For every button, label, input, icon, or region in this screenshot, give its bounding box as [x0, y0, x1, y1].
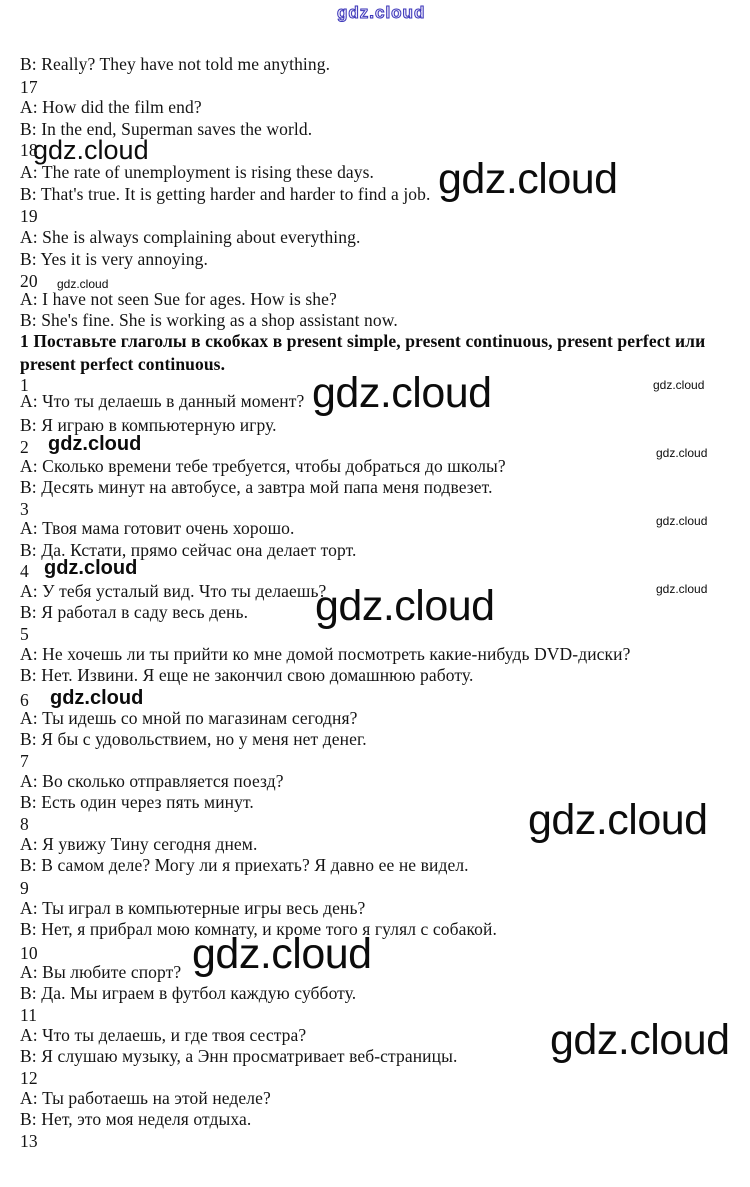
text-line: B: Нет, я прибрал мою комнату, и кроме того я гулял с собакой.	[20, 919, 497, 939]
watermark-big: gdz.cloud	[528, 796, 708, 844]
text-line: A: Ты идешь со мной по магазинам сегодня?	[20, 708, 358, 728]
text-line: A: How did the film end?	[20, 97, 202, 117]
watermark-medium: gdz.cloud	[33, 135, 149, 165]
watermark-bold-small: gdz.cloud	[44, 557, 138, 579]
text-line: A: She is always complaining about everything.	[20, 227, 361, 247]
text-line: B: Десять минут на автобусе, а завтра мой папа меня подвезет.	[20, 477, 493, 497]
watermark-small: gdz.cloud	[656, 514, 708, 528]
text-line: B: Я работал в саду весь день.	[20, 602, 249, 622]
text-line: A: The rate of unemployment is rising these days.	[20, 162, 375, 182]
text-line: A: У тебя усталый вид. Что ты делаешь?	[20, 581, 327, 601]
text-line: 18	[20, 140, 38, 160]
watermark-big: gdz.cloud	[192, 930, 372, 978]
text-line: 20	[20, 271, 38, 291]
text-line: A: Твоя мама готовит очень хорошо.	[20, 518, 295, 538]
watermark-small: gdz.cloud	[653, 378, 705, 392]
text-line: 19	[20, 206, 38, 226]
text-line: B: Yes it is very annoying.	[20, 249, 208, 269]
watermark-blue-outline: gdz.cloud	[337, 3, 426, 22]
text-line: B: That's true. It is getting harder and harder to find a job.	[20, 184, 431, 204]
text-line: B: Да. Кстати, прямо сейчас она делает торт.	[20, 540, 357, 560]
text-line: 3	[20, 499, 29, 519]
text-line: B: In the end, Superman saves the world.	[20, 119, 313, 139]
text-line: 13	[20, 1131, 38, 1151]
text-line: B: Я слушаю музыку, а Энн просматривает веб-страницы.	[20, 1046, 458, 1066]
text-line: A: Что ты делаешь в данный момент?	[20, 391, 305, 411]
text-line: 10	[20, 943, 38, 963]
text-line: A: Не хочешь ли ты прийти ко мне домой посмотреть какие-нибудь DVD-диски?	[20, 644, 631, 664]
text-line: A: Ты играл в компьютерные игры весь день?	[20, 898, 366, 918]
watermark-small: gdz.cloud	[656, 446, 708, 460]
text-line: A: Вы любите спорт?	[20, 962, 182, 982]
text-line: B: В самом деле? Могу ли я приехать? Я давно ее не видел.	[20, 855, 469, 875]
watermark-bold-small: gdz.cloud	[50, 687, 144, 709]
text-line: 9	[20, 878, 29, 898]
text-line: A: Ты работаешь на этой неделе?	[20, 1088, 271, 1108]
text-line: 7	[20, 751, 29, 771]
text-line: B: She's fine. She is working as a shop assistant now.	[20, 310, 398, 330]
watermark-big: gdz.cloud	[550, 1016, 730, 1064]
text-line: B: Нет. Извини. Я еще не закончил свою домашнюю работу.	[20, 665, 474, 685]
text-line: 1	[20, 375, 29, 395]
text-line: 5	[20, 624, 29, 644]
watermark-big: gdz.cloud	[438, 155, 618, 203]
task-heading-line: 1 Поставьте глаголы в скобках в present simple, present continuous, present perfect или	[20, 331, 706, 351]
watermark-bold-small: gdz.cloud	[48, 433, 142, 455]
text-line: 4	[20, 561, 29, 581]
text-line: A: Во сколько отправляется поезд?	[20, 771, 284, 791]
text-line: 12	[20, 1068, 38, 1088]
text-line: B: Я играю в компьютерную игру.	[20, 415, 277, 435]
text-line: A: Что ты делаешь, и где твоя сестра?	[20, 1025, 307, 1045]
watermark-small: gdz.cloud	[57, 277, 109, 291]
watermark-big: gdz.cloud	[312, 369, 492, 417]
text-line: B: Я бы с удовольствием, но у меня нет денег.	[20, 729, 367, 749]
watermark-big: gdz.cloud	[315, 582, 495, 630]
task-heading-line: present perfect continuous.	[20, 354, 226, 374]
text-line: 11	[20, 1005, 38, 1025]
text-line: B: Really? They have not told me anything.	[20, 54, 331, 74]
text-line: B: Есть один через пять минут.	[20, 792, 254, 812]
text-line: B: Да. Мы играем в футбол каждую субботу.	[20, 983, 357, 1003]
watermark-small: gdz.cloud	[656, 582, 708, 596]
text-line: 8	[20, 814, 29, 834]
text-line: 6	[20, 690, 29, 710]
text-line: A: Я увижу Тину сегодня днем.	[20, 834, 258, 854]
text-line: A: I have not seen Sue for ages. How is she?	[20, 289, 337, 309]
text-line: 2	[20, 437, 29, 457]
text-line: A: Сколько времени тебе требуется, чтобы добраться до школы?	[20, 456, 506, 476]
text-line: B: Нет, это моя неделя отдыха.	[20, 1109, 252, 1129]
text-line: 17	[20, 77, 38, 97]
